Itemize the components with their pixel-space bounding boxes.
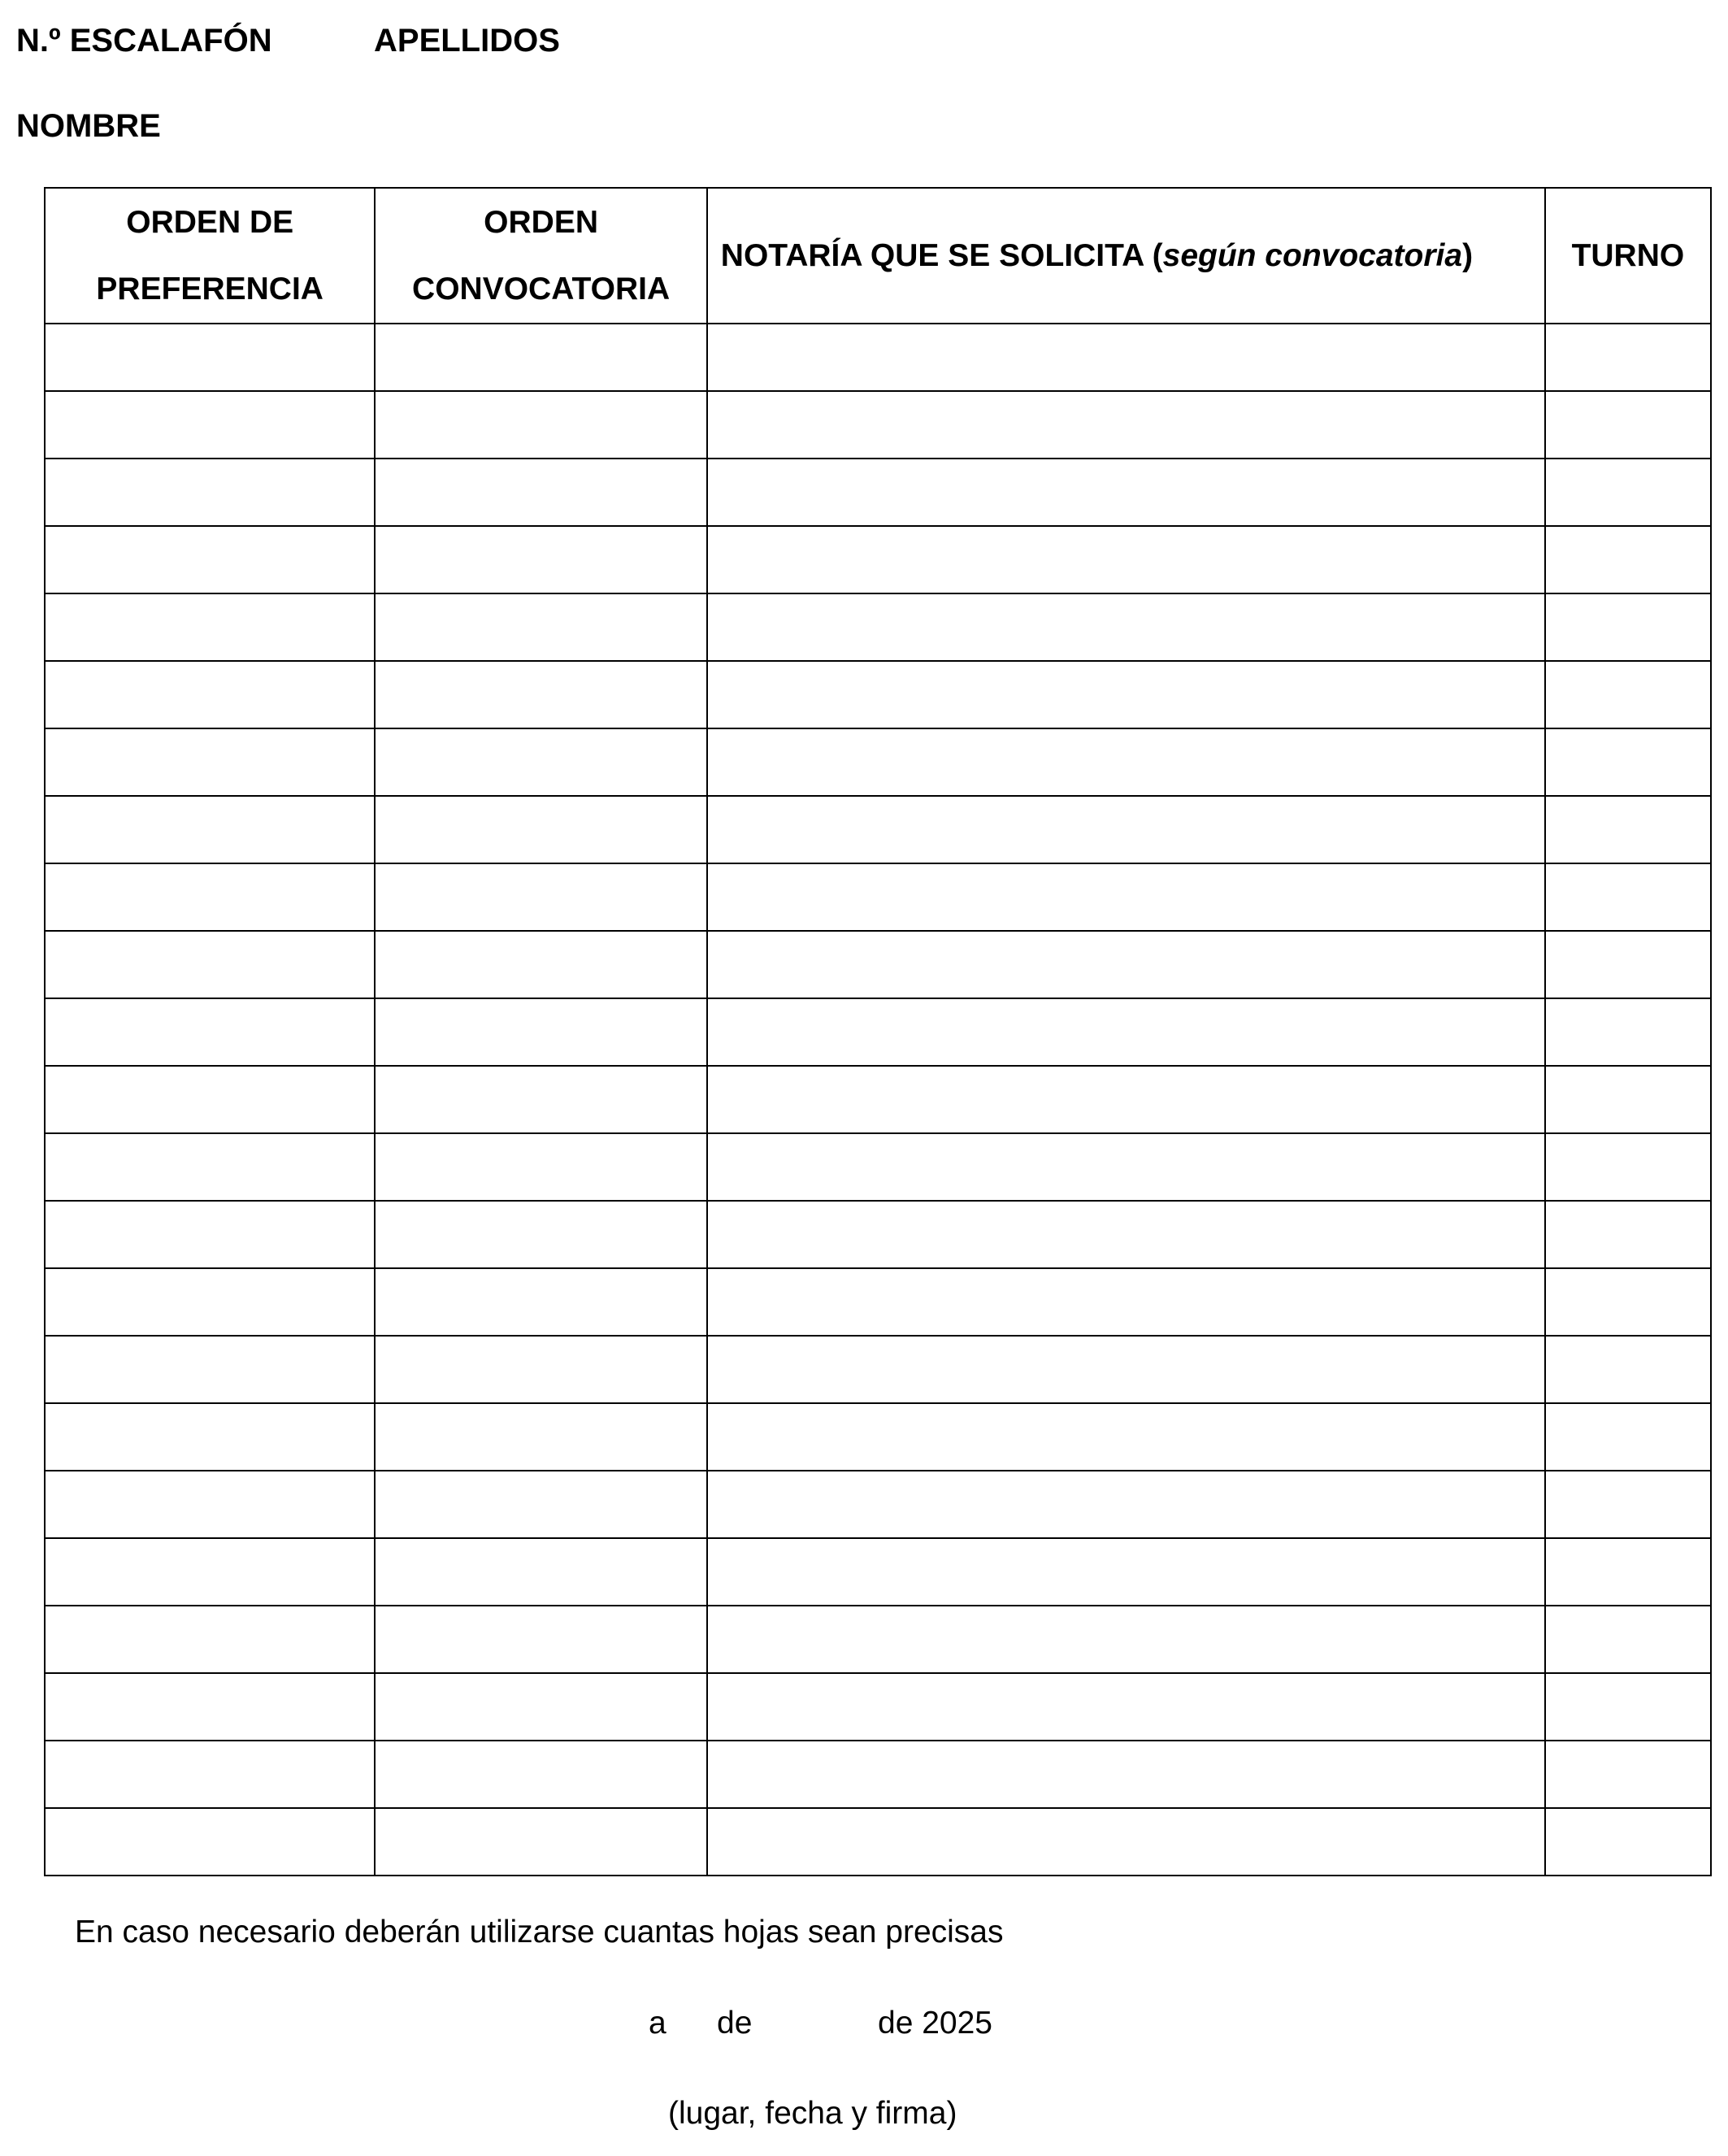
table-row [45, 324, 1711, 391]
table-row [45, 1808, 1711, 1876]
table-row [45, 1066, 1711, 1133]
orden-preferencia-cell[interactable] [45, 1673, 375, 1741]
notaria-cell[interactable] [707, 1133, 1545, 1201]
orden-preferencia-cell[interactable] [45, 1471, 375, 1538]
turno-cell[interactable] [1545, 593, 1711, 661]
table-row [45, 1741, 1711, 1808]
notaria-cell[interactable] [707, 1538, 1545, 1606]
footer-note: En caso necesario deberán utilizarse cuantas hojas sean precisas [75, 1915, 1004, 1950]
orden-convocatoria-cell[interactable] [375, 593, 706, 661]
notaria-cell[interactable] [707, 459, 1545, 526]
table-row [45, 1201, 1711, 1268]
notaria-cell[interactable] [707, 796, 1545, 863]
notaria-cell[interactable] [707, 728, 1545, 796]
table-row [45, 1673, 1711, 1741]
turno-cell[interactable] [1545, 324, 1711, 391]
column-header-orden-convocatoria [375, 188, 706, 324]
orden-convocatoria-cell[interactable] [375, 391, 706, 459]
date-year: de 2025 [878, 2006, 992, 2041]
orden-preferencia-cell[interactable] [45, 1606, 375, 1673]
orden-preferencia-cell[interactable] [45, 1066, 375, 1133]
turno-cell[interactable] [1545, 1066, 1711, 1133]
apellidos-label: APELLIDOS [374, 23, 560, 59]
orden-convocatoria-cell[interactable] [375, 1606, 706, 1673]
notaria-cell[interactable] [707, 593, 1545, 661]
notaria-cell[interactable] [707, 863, 1545, 931]
notaria-cell[interactable] [707, 1808, 1545, 1876]
column-header-notaria [707, 188, 1545, 324]
turno-cell[interactable] [1545, 1673, 1711, 1741]
orden-convocatoria-cell[interactable] [375, 1201, 706, 1268]
orden-convocatoria-cell[interactable] [375, 1471, 706, 1538]
column-header-turno: TURNO [1545, 188, 1711, 324]
table-row [45, 1606, 1711, 1673]
orden-convocatoria-cell[interactable] [375, 931, 706, 998]
orden-convocatoria-cell[interactable] [375, 728, 706, 796]
orden-preferencia-cell[interactable] [45, 1201, 375, 1268]
turno-cell[interactable] [1545, 796, 1711, 863]
column-header-orden-preferencia [45, 188, 375, 324]
notaria-cell[interactable] [707, 1741, 1545, 1808]
notaria-cell[interactable] [707, 1201, 1545, 1268]
notaria-cell[interactable] [707, 1471, 1545, 1538]
turno-cell[interactable] [1545, 863, 1711, 931]
orden-preferencia-cell[interactable] [45, 1133, 375, 1201]
orden-preferencia-cell[interactable] [45, 1268, 375, 1336]
table-row [45, 728, 1711, 796]
orden-preferencia-cell[interactable] [45, 1538, 375, 1606]
nombre-label: NOMBRE [16, 108, 161, 144]
notaria-cell[interactable] [707, 391, 1545, 459]
orden-preferencia-cell[interactable] [45, 661, 375, 728]
column-header-notaria-italic: según convocatoria [1162, 237, 1463, 273]
column-header-notaria-text: NOTARÍA QUE SE SOLICITA [720, 237, 1153, 273]
turno-cell[interactable] [1545, 1606, 1711, 1673]
orden-preferencia-cell[interactable] [45, 526, 375, 593]
turno-cell[interactable] [1545, 1133, 1711, 1201]
orden-preferencia-cell[interactable] [45, 998, 375, 1066]
orden-preferencia-cell[interactable] [45, 324, 375, 391]
table-row [45, 526, 1711, 593]
turno-cell[interactable] [1545, 1808, 1711, 1876]
notaria-cell[interactable] [707, 324, 1545, 391]
table-row [45, 1403, 1711, 1471]
notaria-cell[interactable] [707, 1673, 1545, 1741]
table-row [45, 1268, 1711, 1336]
column-header-orden-convocatoria-line2: CONVOCATORIA [412, 271, 671, 306]
notaria-cell[interactable] [707, 661, 1545, 728]
table-row [45, 593, 1711, 661]
orden-convocatoria-cell[interactable] [375, 1808, 706, 1876]
table-row [45, 1133, 1711, 1201]
orden-convocatoria-cell[interactable] [375, 459, 706, 526]
turno-cell[interactable] [1545, 1403, 1711, 1471]
notaria-cell[interactable] [707, 526, 1545, 593]
notaria-cell[interactable] [707, 1336, 1545, 1403]
turno-cell[interactable] [1545, 1538, 1711, 1606]
table-row [45, 459, 1711, 526]
turno-cell[interactable] [1545, 1741, 1711, 1808]
orden-preferencia-cell[interactable] [45, 593, 375, 661]
table-row [45, 796, 1711, 863]
turno-cell[interactable] [1545, 661, 1711, 728]
orden-convocatoria-cell[interactable] [375, 1133, 706, 1201]
notaria-cell[interactable] [707, 1403, 1545, 1471]
table-row [45, 1538, 1711, 1606]
column-header-notaria-close-paren: ) [1462, 237, 1474, 273]
orden-convocatoria-cell[interactable] [375, 796, 706, 863]
column-header-orden-preferencia-line1: ORDEN DE [126, 204, 294, 240]
orden-preferencia-cell[interactable] [45, 728, 375, 796]
orden-convocatoria-cell[interactable] [375, 526, 706, 593]
signature-caption: (lugar, fecha y firma) [668, 2096, 957, 2131]
notaria-cell[interactable] [707, 1268, 1545, 1336]
table-body [45, 324, 1711, 1876]
notaria-cell[interactable] [707, 998, 1545, 1066]
orden-convocatoria-cell[interactable] [375, 1336, 706, 1403]
turno-cell[interactable] [1545, 1336, 1711, 1403]
table-row [45, 931, 1711, 998]
orden-convocatoria-cell[interactable] [375, 1066, 706, 1133]
column-header-orden-preferencia-line2: PREFERENCIA [96, 271, 323, 306]
table-row [45, 863, 1711, 931]
escalafon-label: N.º ESCALAFÓN [16, 23, 272, 59]
orden-convocatoria-cell[interactable] [375, 1538, 706, 1606]
notaria-cell[interactable] [707, 1066, 1545, 1133]
turno-cell[interactable] [1545, 459, 1711, 526]
table-row [45, 391, 1711, 459]
orden-preferencia-cell[interactable] [45, 1336, 375, 1403]
turno-cell[interactable] [1545, 391, 1711, 459]
column-header-notaria-open-paren: ( [1152, 237, 1163, 273]
orden-preferencia-cell[interactable] [45, 459, 375, 526]
turno-cell[interactable] [1545, 526, 1711, 593]
turno-cell[interactable] [1545, 1201, 1711, 1268]
notaria-request-table [44, 187, 1712, 1876]
date-month-connector: de [717, 2006, 753, 2041]
orden-preferencia-cell[interactable] [45, 1808, 375, 1876]
orden-convocatoria-cell[interactable] [375, 863, 706, 931]
table-row [45, 1336, 1711, 1403]
table-header-row [45, 188, 1711, 324]
orden-preferencia-cell[interactable] [45, 391, 375, 459]
table-row [45, 1471, 1711, 1538]
turno-cell[interactable] [1545, 998, 1711, 1066]
turno-cell[interactable] [1545, 728, 1711, 796]
orden-convocatoria-cell[interactable] [375, 1268, 706, 1336]
orden-convocatoria-cell[interactable] [375, 661, 706, 728]
orden-convocatoria-cell[interactable] [375, 1741, 706, 1808]
orden-preferencia-cell[interactable] [45, 1403, 375, 1471]
orden-preferencia-cell[interactable] [45, 931, 375, 998]
turno-cell[interactable] [1545, 1268, 1711, 1336]
table-row [45, 661, 1711, 728]
column-header-orden-convocatoria-line1: ORDEN [484, 204, 598, 240]
orden-preferencia-cell[interactable] [45, 1741, 375, 1808]
orden-preferencia-cell[interactable] [45, 863, 375, 931]
orden-convocatoria-cell[interactable] [375, 324, 706, 391]
orden-convocatoria-cell[interactable] [375, 1403, 706, 1471]
orden-convocatoria-cell[interactable] [375, 1673, 706, 1741]
date-place-connector: a [649, 2006, 666, 2041]
orden-convocatoria-cell[interactable] [375, 998, 706, 1066]
orden-preferencia-cell[interactable] [45, 796, 375, 863]
notaria-cell[interactable] [707, 931, 1545, 998]
table-row [45, 998, 1711, 1066]
notaria-cell[interactable] [707, 1606, 1545, 1673]
turno-cell[interactable] [1545, 1471, 1711, 1538]
turno-cell[interactable] [1545, 931, 1711, 998]
